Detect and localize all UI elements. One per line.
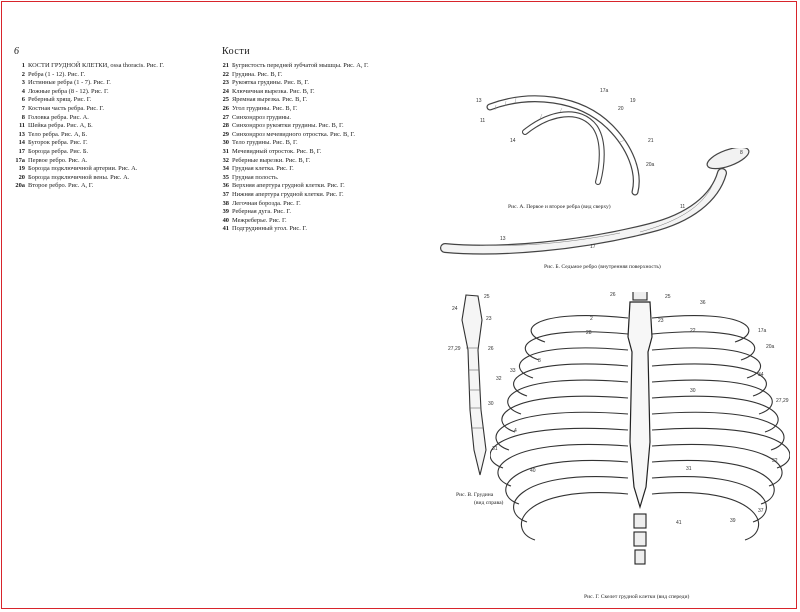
glossary-entry: [14, 165, 221, 173]
entry-number: 35: [222, 173, 229, 181]
figure-callout-label: 26: [488, 346, 494, 352]
glossary-entry: [218, 79, 376, 87]
glossary-entry: [218, 71, 376, 79]
glossary-entry: [218, 131, 376, 139]
figure-g-thoracic-cage: [490, 292, 790, 572]
figure-callout-label: 37: [758, 508, 764, 514]
entry-number: 30: [222, 139, 229, 147]
entry-text: Синхондроз грудины.: [232, 113, 291, 121]
entry-number: 6: [21, 96, 25, 104]
entry-text: Реберные вырезки. Рис. В, Г.: [232, 156, 311, 164]
figure-callout-label: 30: [690, 388, 696, 394]
entry-number: 2: [21, 70, 25, 78]
entry-number: 29: [222, 130, 229, 138]
running-head: Кости: [222, 46, 251, 57]
figure-callout-label: 4: [514, 428, 517, 434]
entry-text: Реберный хрящ. Рис. Г.: [28, 96, 92, 104]
glossary-entry: [218, 217, 376, 225]
figure-callout-label: 11: [680, 204, 686, 210]
entry-number: 23: [222, 79, 229, 87]
right-text-column: [218, 62, 376, 234]
glossary-entry: [14, 105, 221, 113]
entry-text: Верхняя апертура грудной клетки. Рис. Г.: [232, 182, 345, 190]
entry-number: 3: [21, 79, 25, 87]
figure-callout-label: 24: [452, 306, 458, 312]
rib: [652, 444, 782, 486]
figure-callout-label: 40: [530, 468, 536, 474]
rib: [506, 460, 628, 504]
glossary-entry: [14, 131, 221, 139]
glossary-entry: [218, 208, 376, 216]
entry-number: 14: [18, 139, 25, 147]
figure-callout-label: 28: [586, 330, 592, 336]
glossary-entry: [218, 96, 376, 104]
entry-number: 28: [222, 122, 229, 130]
rib: [519, 348, 628, 378]
entry-text: Тело ребра. Рис. А, Б.: [28, 130, 88, 138]
rib: [531, 316, 628, 342]
glossary-entry: [218, 148, 376, 156]
glossary-entry: [218, 88, 376, 96]
entry-text: Подгрудинный угол. Рис. Г.: [232, 225, 307, 233]
figure-callout-label: 20: [618, 106, 624, 112]
figure-callout-label: 3: [538, 358, 541, 364]
entry-text: Мечевидный отросток. Рис. В, Г.: [232, 147, 322, 155]
entry-text: КОСТИ ГРУДНОЙ КЛЕТКИ, ossa thoracis. Рис. Г.: [28, 62, 165, 69]
entry-text: Грудная клетка. Рис. Г.: [232, 165, 294, 173]
entry-text: Реберная дуга. Рис. Г.: [232, 208, 291, 216]
glossary-entry: [14, 71, 221, 79]
rib: [652, 332, 755, 360]
figure-callout-label: 31: [686, 466, 692, 472]
glossary-entry: [218, 105, 376, 113]
figure-b-seventh-rib: [440, 148, 770, 258]
glossary-entry: [14, 79, 221, 87]
glossary-entry: [218, 139, 376, 147]
figure-callout-label: 30: [488, 401, 494, 407]
entry-text: Ложные ребра (8 - 12). Рис. Г.: [28, 87, 109, 95]
left-text-column: [14, 62, 221, 191]
entry-text: Борозда подключичной артерии. Рис. А.: [28, 165, 138, 173]
entry-text: Грудина. Рис. В, Г.: [232, 70, 283, 78]
entry-text: Головка ребра. Рис. А.: [28, 113, 89, 121]
rib: [525, 332, 628, 360]
entry-number: 19: [18, 165, 25, 173]
entry-number: 20a: [15, 182, 25, 190]
entry-number: 1: [21, 62, 25, 69]
entry-text: Нижняя апертура грудной клетки. Рис. Г.: [232, 190, 344, 198]
figure-v-caption-title: Рис. В. Грудина: [456, 492, 494, 498]
entry-text: Бугристость передней зубчатой мышцы. Рис. А, Г.: [232, 62, 369, 69]
figure-callout-label: 32: [772, 458, 778, 464]
glossary-entry: [14, 96, 221, 104]
figure-callout-label: 36: [700, 300, 706, 306]
entry-text: Межреберье. Рис. Г.: [232, 216, 287, 224]
figure-callout-label: 20a: [646, 162, 655, 168]
entry-number: 41: [222, 225, 229, 233]
figure-callout-label: 27,29: [448, 346, 461, 352]
figure-v-caption-subtitle: (вид справа): [474, 500, 504, 506]
entry-number: 26: [222, 104, 229, 112]
figure-callout-label: 20a: [766, 344, 775, 350]
figure-callout-label: 23: [658, 318, 664, 324]
rib: [514, 477, 628, 522]
entry-number: 31: [222, 147, 229, 155]
figure-callout-label: 2: [590, 316, 593, 322]
rib: [652, 493, 759, 540]
glossary-entry: [14, 88, 221, 96]
entry-number: 8: [21, 113, 25, 121]
figure-callout-label: 41: [676, 520, 682, 526]
figure-callout-label: 27,29: [776, 398, 789, 404]
entry-number: 17: [18, 147, 25, 155]
entry-number: 34: [222, 165, 229, 173]
glossary-entry: [218, 182, 376, 190]
entry-text: Первое ребро. Рис. А.: [28, 156, 88, 164]
figure-callout-label: 34: [758, 372, 764, 378]
glossary-entry: [218, 122, 376, 130]
figure-callout-label: 22: [690, 328, 696, 334]
glossary-entry: [218, 114, 376, 122]
entry-number: 38: [222, 199, 229, 207]
glossary-entry: [14, 122, 221, 130]
figure-callout-label: 17a: [600, 88, 609, 94]
figure-callout-label: 25: [665, 294, 671, 300]
entry-text: Ключичная вырезка. Рис. В, Г.: [232, 87, 315, 95]
glossary-entry: [218, 225, 376, 233]
figure-callout-label: 23: [486, 316, 492, 322]
entry-text: Синхондроз рукоятки грудины. Рис. В, Г.: [232, 122, 344, 130]
entry-text: Бугорок ребра. Рис. Г.: [28, 139, 88, 147]
rib: [498, 444, 628, 486]
entry-text: Легочная борозда. Рис. Г.: [232, 199, 301, 207]
entry-number: 4: [21, 87, 25, 95]
glossary-entry: [218, 191, 376, 199]
entry-text: Ребра (1 - 12). Рис. Г.: [28, 70, 86, 78]
entry-text: Рукоятка грудины. Рис. В, Г.: [232, 79, 309, 87]
figure-callout-label: 21: [648, 138, 654, 144]
entry-text: Синхондроз мечевидного отростка. Рис. В, Г.: [232, 130, 355, 138]
figure-callout-label: 13: [500, 236, 506, 242]
glossary-entry: [14, 157, 221, 165]
figure-b-caption: Рис. Б. Седьмое ребро (внутренняя поверхность): [544, 264, 661, 270]
entry-number: 37: [222, 190, 229, 198]
rib: [652, 477, 766, 522]
entry-text: Борозда подключичной вены. Рис. А.: [28, 173, 130, 181]
glossary-entry: [14, 62, 221, 70]
entry-number: 7: [21, 104, 25, 112]
entry-number: 22: [222, 70, 229, 78]
entry-number: 32: [222, 156, 229, 164]
figure-callout-label: 33: [510, 368, 516, 374]
rib: [652, 316, 749, 342]
glossary-entry: [218, 165, 376, 173]
entry-text: Борозда ребра. Рис. Б.: [28, 147, 89, 155]
figure-callout-label: 19: [630, 98, 636, 104]
entry-number: 20: [18, 173, 25, 181]
figure-callout-label: 11: [480, 118, 486, 124]
entry-text: Тело грудины. Рис. В, Г.: [232, 139, 298, 147]
entry-text: Угол грудины. Рис. В, Г.: [232, 104, 298, 112]
glossary-entry: [218, 200, 376, 208]
glossary-entry: [14, 174, 221, 182]
figure-callout-label: 25: [484, 294, 490, 300]
entry-number: 27: [222, 113, 229, 121]
entry-number: 36: [222, 182, 229, 190]
glossary-entry: [218, 174, 376, 182]
glossary-entry: [218, 62, 376, 70]
glossary-entry: [218, 157, 376, 165]
figure-callout-label: 31: [492, 446, 498, 452]
figure-callout-label: 14: [510, 138, 516, 144]
entry-number: 17a: [15, 156, 25, 164]
figure-a-caption: Рис. А. Первое и второе ребра (вид сверху): [508, 204, 611, 210]
entry-number: 13: [18, 130, 25, 138]
glossary-entry: [14, 182, 221, 190]
page-number: 6: [14, 46, 19, 57]
rib: [521, 493, 628, 540]
entry-number: 24: [222, 87, 229, 95]
figure-callout-label: 17: [590, 244, 596, 250]
entry-text: Яремная вырезка. Рис. В, Г.: [232, 96, 308, 104]
entry-number: 25: [222, 96, 229, 104]
entry-number: 39: [222, 208, 229, 216]
glossary-entry: [14, 148, 221, 156]
entry-number: 40: [222, 216, 229, 224]
figure-g-caption: Рис. Г. Скелет грудной клетки (вид спереди): [584, 594, 690, 600]
figure-callout-label: 26: [610, 292, 616, 298]
rib: [652, 460, 774, 504]
figure-callout-label: 17a: [758, 328, 767, 334]
figure-callout-label: 39: [730, 518, 736, 524]
glossary-entry: [14, 114, 221, 122]
figure-callout-label: 32: [496, 376, 502, 382]
entry-text: Истинные ребра (1 - 7). Рис. Г.: [28, 79, 111, 87]
entry-text: Шейка ребра. Рис. А, Б.: [28, 122, 93, 130]
entry-number: 11: [18, 122, 25, 130]
figure-callout-label: 13: [476, 98, 482, 104]
entry-number: 21: [222, 62, 229, 69]
glossary-entry: [14, 139, 221, 147]
entry-text: Грудная полость.: [232, 173, 279, 181]
entry-text: Второе ребро. Рис. А, Г.: [28, 182, 94, 190]
figure-callout-label: 8: [740, 150, 743, 156]
rib: [652, 348, 761, 378]
entry-text: Костная часть ребра. Рис. Г.: [28, 104, 104, 112]
